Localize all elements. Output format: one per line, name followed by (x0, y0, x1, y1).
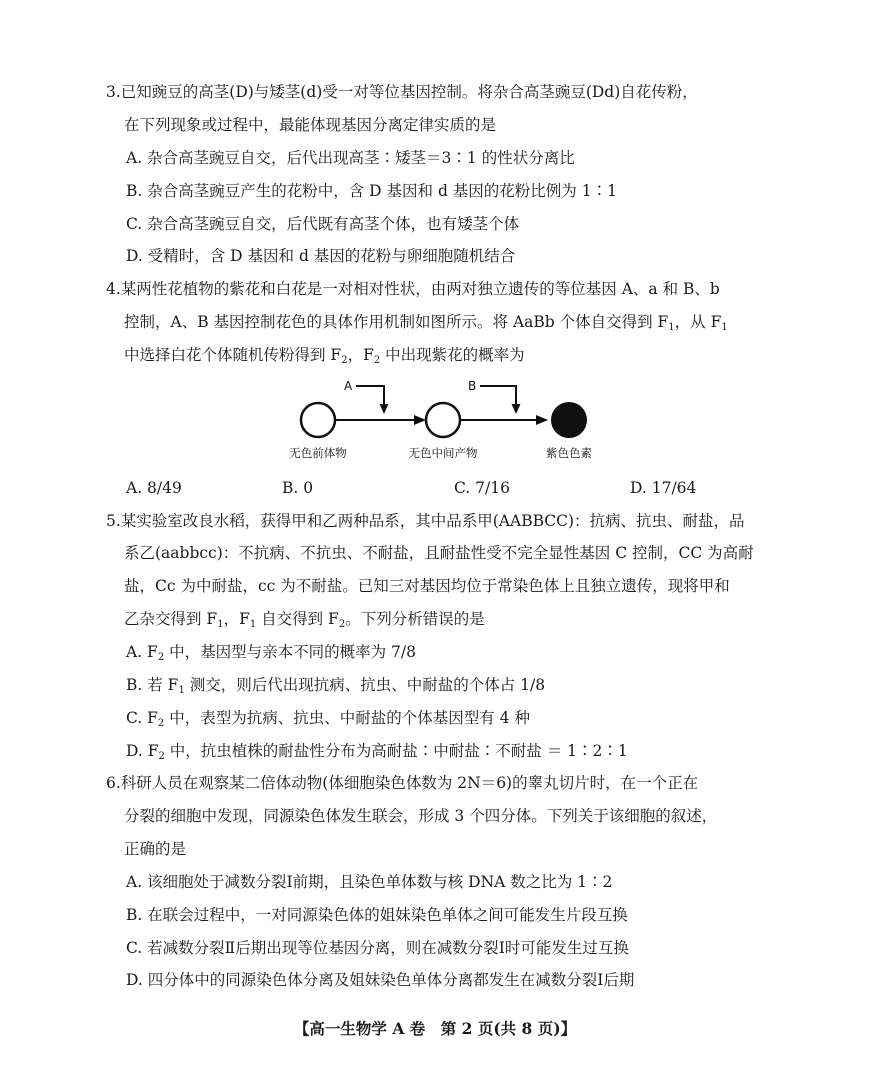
colorless-intermediate-circle (426, 403, 460, 437)
page-footer: 【高一生物学 A 卷 第 2 页(共 8 页)】 (293, 1019, 577, 1038)
q5-option-d (126, 741, 628, 767)
q3-option-a: A. 杂合高茎豌豆自交，后代出现高茎∶矮茎＝3∶1 的性状分离比 (126, 149, 575, 167)
q5-option-b-pre: B. 若 F (126, 676, 179, 694)
q4-line3-a: 中选择白花个体随机传粉得到 F (124, 346, 342, 364)
q4-option-b: B. 0 (282, 479, 314, 497)
arrow-1-head (414, 415, 426, 425)
q5-option-a (126, 642, 416, 668)
enzyme-b-arrow-line (480, 386, 516, 406)
enzyme-b-arrow-head (512, 404, 521, 414)
q4-option-d: D. 17/64 (630, 479, 697, 497)
q5-option-d-pre: D. F (126, 742, 159, 760)
enzyme-a-arrow-line (356, 386, 384, 406)
q5-line4-b: ，F (223, 610, 250, 628)
q5-stem-line1: 5.某实验室改良水稻，获得甲和乙两种品系，其中品系甲(AABBCC)：抗病、抗虫、耐盐，品 (106, 512, 745, 530)
colorless-precursor-circle (301, 403, 335, 437)
purple-pigment-label: 紫色色素 (546, 446, 592, 460)
q4-stem-line3 (124, 345, 525, 371)
q4-options-row (126, 478, 746, 498)
q5-option-b-subscript: 1 (178, 685, 185, 696)
enzyme-a-label: A (344, 379, 353, 393)
q5-line4-a: 乙杂交得到 F (124, 610, 218, 628)
q5-line4-subscript-3: 2 (338, 619, 346, 630)
q4-line3-subscript-1: 2 (341, 355, 348, 366)
q4-line2-tail: ，从 F (674, 313, 722, 331)
q6-stem-line2: 分裂的细胞中发现，同源染色体发生联会，形成 3 个四分体。下列关于该细胞的叙述， (124, 807, 718, 825)
q3-option-b: B. 杂合高茎豌豆产生的花粉中，含 D 基因和 d 基因的花粉比例为 1∶1 (126, 182, 617, 200)
q4-line3-c: 中出现紫花的概率为 (380, 346, 525, 364)
q4-line2-subscript-1: 1 (668, 322, 675, 333)
q3-stem-line2: 在下列现象或过程中，最能体现基因分离定律实质的是 (124, 116, 497, 134)
q5-option-d-post: 中，抗虫植株的耐盐性分布为高耐盐∶中耐盐∶不耐盐 ＝ 1∶2∶1 (164, 742, 628, 760)
pigment-pathway-diagram (280, 374, 600, 464)
q5-line4-subscript-2: 1 (249, 619, 257, 630)
q6-stem-line1: 6.科研人员在观察某二倍体动物(体细胞染色体数为 2N＝6)的睾丸切片时，在一个正在 (106, 774, 699, 792)
colorless-intermediate-label: 无色中间产物 (408, 446, 478, 460)
q5-option-c-pre: C. F (126, 709, 158, 727)
q5-option-b-post: 测交，则后代出现抗病、抗虫、中耐盐的个体占 1/8 (184, 676, 546, 694)
q5-line4-c: 自交得到 F (256, 610, 339, 628)
q6-option-a: A. 该细胞处于减数分裂Ⅰ前期，且染色单体数与核 DNA 数之比为 1∶2 (126, 873, 613, 891)
q4-option-a: A. 8/49 (126, 479, 182, 497)
q4-stem-line2 (124, 312, 728, 338)
q6-option-b: B. 在联会过程中，一对同源染色体的姐妹染色单体之间可能发生片段互换 (126, 906, 628, 924)
q5-stem-line3: 盐，Cc 为中耐盐，cc 为不耐盐。已知三对基因均位于常染色体上且独立遗传，现将甲和 (124, 577, 730, 595)
q4-stem-line1: 4.某两性花植物的紫花和白花是一对相对性状，由两对独立遗传的等位基因 A、a 和 B、b (106, 280, 720, 298)
purple-pigment-circle (552, 403, 586, 437)
q4-line2-text: 控制，A、B 基因控制花色的具体作用机制如图所示。将 AaBb 个体自交得到 F (124, 313, 669, 331)
q3-option-d: D. 受精时，含 D 基因和 d 基因的花粉与卵细胞随机结合 (126, 247, 516, 265)
q3-option-c: C. 杂合高茎豌豆自交，后代既有高茎个体，也有矮茎个体 (126, 215, 520, 233)
q5-stem-line4 (124, 609, 485, 635)
q5-option-b (126, 675, 545, 701)
enzyme-b-label: B (468, 379, 477, 393)
q5-stem-line2: 系乙(aabbcc)：不抗病、不抗虫、不耐盐，且耐盐性受不完全显性基因 C 控制，CC 为高耐 (124, 544, 754, 562)
q5-option-d-subscript: 2 (158, 751, 165, 762)
q5-option-c-post: 中，表型为抗病、抗虫、中耐盐的个体基因型有 4 种 (164, 709, 530, 727)
q6-stem-line3: 正确的是 (124, 840, 187, 858)
q5-option-a-pre: A. F (126, 643, 158, 661)
q4-line2-subscript-2: 1 (721, 322, 728, 333)
q6-option-c: C. 若减数分裂Ⅱ后期出现等位基因分离，则在减数分裂Ⅰ时可能发生过互换 (126, 939, 629, 957)
enzyme-a-arrow-head (380, 404, 389, 414)
q4-option-c: C. 7/16 (454, 479, 510, 497)
q6-option-d: D. 四分体中的同源染色体分离及姐妹染色单体分离都发生在减数分裂Ⅰ后期 (126, 971, 635, 989)
q5-option-c-subscript: 2 (157, 718, 165, 729)
q5-line4-d: 。下列分析错误的是 (345, 610, 485, 628)
q4-line3-b: ，F (347, 346, 374, 364)
q3-stem-line1: 3.已知豌豆的高茎(D)与矮茎(d)受一对等位基因控制。将杂合高茎豌豆(Dd)自花传粉， (106, 83, 698, 101)
q4-line3-subscript-2: 2 (373, 355, 381, 366)
q5-line4-subscript-1: 1 (217, 619, 224, 630)
q5-option-a-post: 中，基因型与亲本不同的概率为 7/8 (164, 643, 416, 661)
colorless-precursor-label: 无色前体物 (289, 446, 347, 460)
q5-option-a-subscript: 2 (157, 652, 165, 663)
q5-option-c (126, 708, 530, 734)
arrow-2-head (536, 415, 548, 425)
